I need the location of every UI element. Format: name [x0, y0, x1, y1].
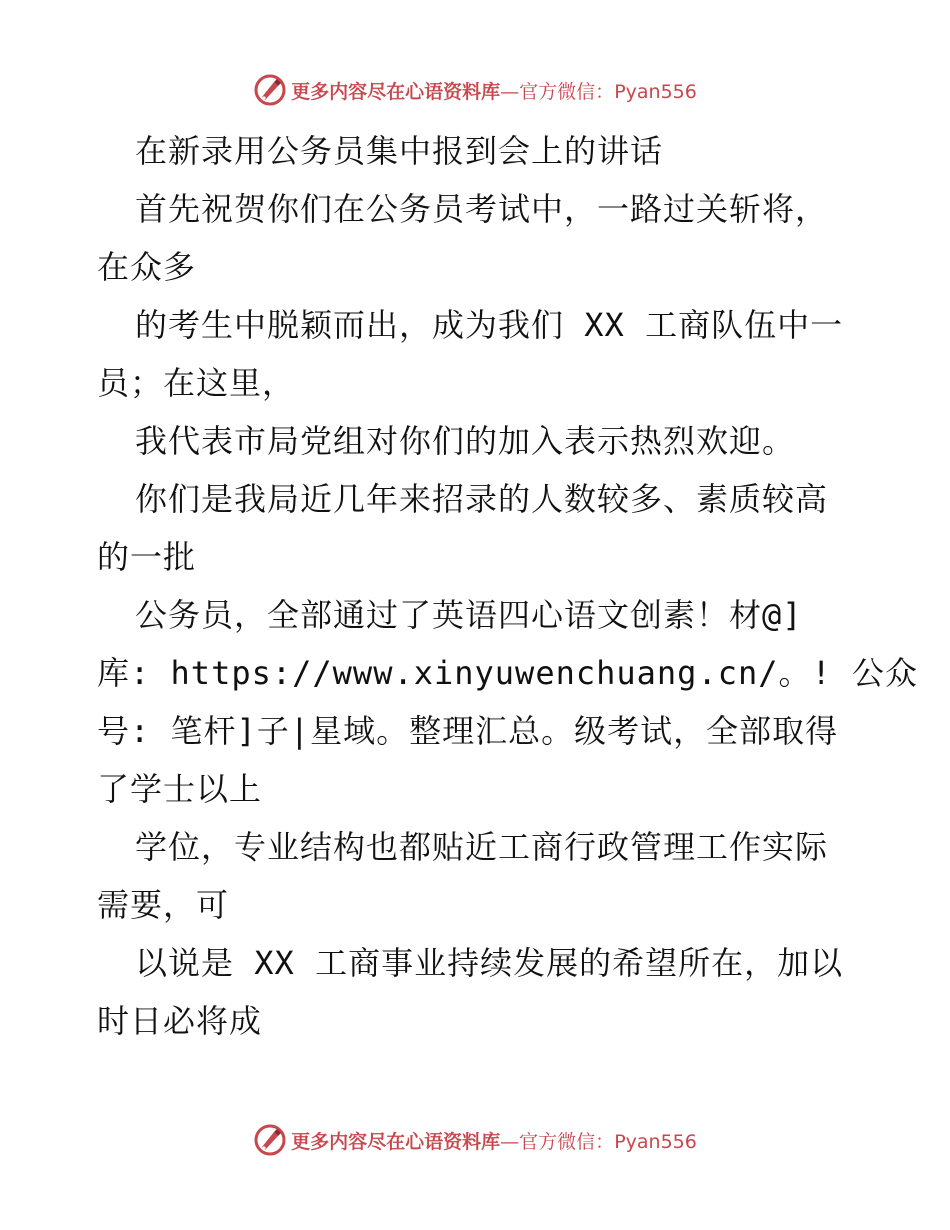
footer-banner [0, 1120, 950, 1160]
doc-line: 以说是 XX 工商事业持续发展的希望所在，加以 [135, 944, 844, 982]
pen-logo-icon [253, 73, 287, 107]
doc-line: 需要，可 [97, 886, 230, 924]
doc-line: 首先祝贺你们在公务员考试中，一路过关斩将， [135, 190, 829, 228]
doc-line-title: 在新录用公务员集中报到会上的讲话 [135, 132, 664, 170]
doc-line: 我代表市局党组对你们的加入表示热烈欢迎。 [135, 422, 796, 460]
header-wechat-label: 官方微信： [519, 80, 615, 103]
doc-line: 你们是我局近几年来招录的人数较多、素质较高 [135, 480, 829, 518]
doc-line: 在众多 [97, 248, 197, 286]
doc-line: 号: 笔杆]子|星域。整理汇总。级考试，全部取得 [97, 712, 839, 750]
header-banner-text [291, 77, 697, 104]
header-handle: Pyan556 [614, 80, 697, 103]
footer-brand: 更多内容尽在心语资料库 [291, 1130, 501, 1153]
doc-line: 员；在这里， [97, 364, 296, 402]
doc-line: 学位，专业结构也都贴近工商行政管理工作实际 [135, 828, 829, 866]
doc-line: 时日必将成 [97, 1002, 263, 1040]
doc-line: 库: https://www.xinyuwenchuang.cn/。! 公众 [97, 654, 919, 692]
doc-line: 了学士以上 [97, 770, 263, 808]
doc-line: 公务员，全部通过了英语四心语文创素！材@] [135, 596, 803, 634]
doc-line: 的考生中脱颖而出，成为我们 XX 工商队伍中一 [135, 306, 844, 344]
footer-handle: Pyan556 [614, 1130, 697, 1153]
header-dash: — [500, 80, 520, 103]
header-brand: 更多内容尽在心语资料库 [291, 80, 501, 103]
footer-wechat-label: 官方微信： [519, 1130, 615, 1153]
header-banner [0, 70, 950, 110]
pen-logo-icon [253, 1123, 287, 1157]
doc-line: 的一批 [97, 538, 197, 576]
footer-dash: — [500, 1130, 520, 1153]
document-body [97, 122, 919, 1050]
footer-banner-text [291, 1127, 697, 1154]
